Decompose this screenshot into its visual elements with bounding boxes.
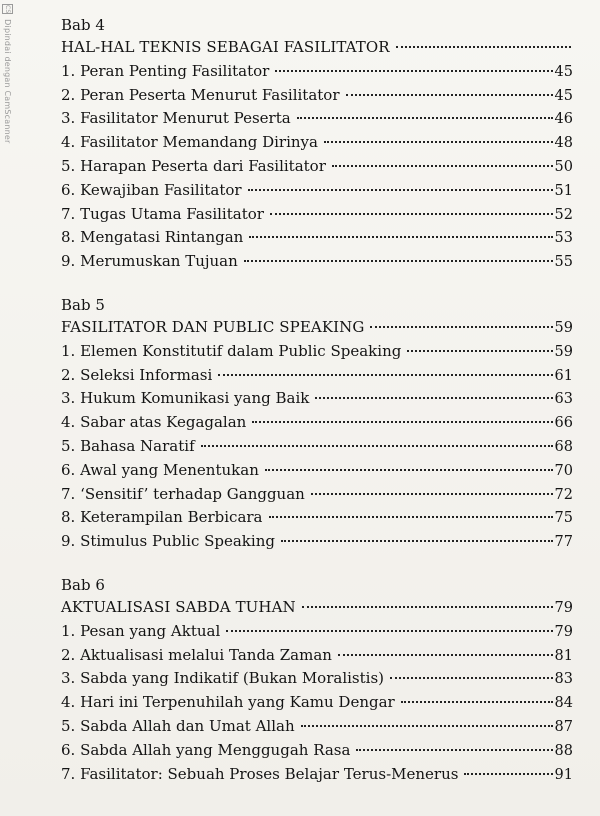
toc-entry [61,155,573,179]
dot-leader [297,117,553,119]
scanner-watermark-text: Dipindai dengan CamScanner [3,19,12,144]
entry-title: 3. Fasilitator Menurut Peserta [61,109,291,128]
toc-entry [61,340,573,364]
entry-title: 9. Stimulus Public Speaking [61,532,275,551]
entry-title: 2. Aktualisasi melalui Tanda Zaman [61,645,332,664]
entry-title: 4. Fasilitator Memandang Dirinya [61,133,318,152]
dot-leader [346,94,553,96]
dot-leader [332,165,553,167]
chapter-label: Bab 5 [61,295,105,314]
toc-entry [61,60,573,84]
dot-leader [226,630,552,632]
toc-entry [61,530,573,554]
entry-title: 5. Bahasa Naratif [61,436,195,455]
dot-leader [248,189,553,191]
chapter-title: AKTUALISASI SABDA TUHAN [61,597,296,616]
toc-entry [61,715,573,739]
entry-title: 6. Kewajiban Fasilitator [61,180,242,199]
dot-leader [370,326,552,328]
page-number: 59 [554,343,573,360]
chapter-title: HAL-HAL TEKNIS SEBAGAI FASILITATOR [61,38,390,56]
dot-leader [201,445,553,447]
dot-leader [252,421,552,423]
entry-title: 1. Peran Penting Fasilitator [61,61,270,80]
dot-leader [390,677,553,679]
toc-entry [61,620,573,644]
dot-leader [269,516,553,518]
entry-title: 9. Merumuskan Tujuan [61,252,238,271]
entry-title: 1. Pesan yang Aktual [61,621,221,640]
chapter-label: Bab 6 [61,575,105,594]
page-number: 51 [554,182,573,199]
scanner-watermark [1,4,13,204]
toc-entry [61,763,573,787]
dot-leader [301,725,553,727]
page-number: 53 [554,230,573,247]
page-number: 88 [554,742,573,759]
entry-title: 7. ‘Sensitif’ terhadap Gangguan [61,484,305,503]
dot-leader [401,701,553,703]
dot-leader [302,606,553,608]
dot-leader [265,469,553,471]
page-number: 61 [554,367,573,384]
dot-leader [311,493,553,495]
dot-leader [275,70,552,72]
entry-title: 4. Sabar atas Kegagalan [61,413,247,432]
dot-leader [396,46,571,48]
toc-entry [61,84,573,108]
toc-entry [61,506,573,530]
toc-entry [61,644,573,668]
dot-leader [244,260,553,262]
toc-entry [61,691,573,715]
toc-entry [61,411,573,435]
entry-title: 2. Peran Peserta Menurut Fasilitator [61,85,340,104]
page-number: 79 [554,599,573,616]
chapter-title-row [61,316,573,340]
entry-title: 6. Sabda Allah yang Menggugah Rasa [61,740,351,759]
entry-title: 8. Mengatasi Rintangan [61,228,244,247]
chapter-4 [61,14,573,274]
entry-title: 5. Harapan Peserta dari Fasilitator [61,156,326,175]
toc-entry [61,739,573,763]
entry-title: 2. Seleksi Informasi [61,365,213,384]
page-number: 45 [554,87,573,104]
toc-entry [61,667,573,691]
dot-leader [324,141,553,143]
page-number: 46 [554,111,573,128]
page-number: 68 [554,438,573,455]
dot-leader [270,213,553,215]
page-number: 87 [554,718,573,735]
page-number: 66 [554,415,573,432]
entry-title: 8. Keterampilan Berbicara [61,508,263,527]
dot-leader [356,749,552,751]
toc-entry [61,107,573,131]
toc-entry [61,226,573,250]
page-number: 84 [554,695,573,712]
page-number: 72 [554,486,573,503]
scanner-badge: CS [4,5,11,14]
page-number: 50 [554,158,573,175]
toc-entry [61,203,573,227]
toc-entry [61,179,573,203]
dot-leader [281,540,553,542]
entry-title: 7. Tugas Utama Fasilitator [61,204,264,223]
dot-leader [464,773,552,775]
dot-leader [218,374,552,376]
entry-title: 6. Awal yang Menentukan [61,460,259,479]
page-number: 55 [554,254,573,271]
page-number: 59 [554,319,573,336]
page-number: 75 [554,510,573,527]
dot-leader [407,350,552,352]
chapter-title-row [61,596,573,620]
toc-entry [61,387,573,411]
toc-entry [61,435,573,459]
entry-title: 3. Sabda yang Indikatif (Bukan Moralistis) [61,669,384,688]
toc-entry [61,364,573,388]
page-number: 77 [554,534,573,551]
dot-leader [315,397,552,399]
page-number: 48 [554,135,573,152]
entry-title: 7. Fasilitator: Sebuah Proses Belajar Terus-Menerus [61,764,459,783]
page-number: 91 [554,766,573,783]
chapter-title: FASILITATOR DAN PUBLIC SPEAKING [61,317,365,336]
page-number: 63 [554,391,573,408]
toc-entry [61,483,573,507]
dot-leader [338,654,553,656]
page-number: 52 [554,206,573,223]
chapter-label: Bab 4 [61,16,105,34]
chapter-title-row [61,36,573,60]
toc-entry [61,131,573,155]
entry-title: 4. Hari ini Terpenuhilah yang Kamu Dengar [61,693,395,712]
page-number: 70 [554,462,573,479]
page-number: 81 [554,647,573,664]
toc-entry [61,459,573,483]
page-number: 83 [554,671,573,688]
dot-leader [249,236,552,238]
page-number: 79 [554,623,573,640]
toc-entry [61,250,573,274]
chapter-5 [61,294,573,554]
table-of-contents [61,14,573,806]
page-number: 45 [554,63,573,80]
entry-title: 1. Elemen Konstitutif dalam Public Speaking [61,341,402,360]
chapter-6 [61,574,573,786]
entry-title: 3. Hukum Komunikasi yang Baik [61,389,310,408]
entry-title: 5. Sabda Allah dan Umat Allah [61,716,295,735]
